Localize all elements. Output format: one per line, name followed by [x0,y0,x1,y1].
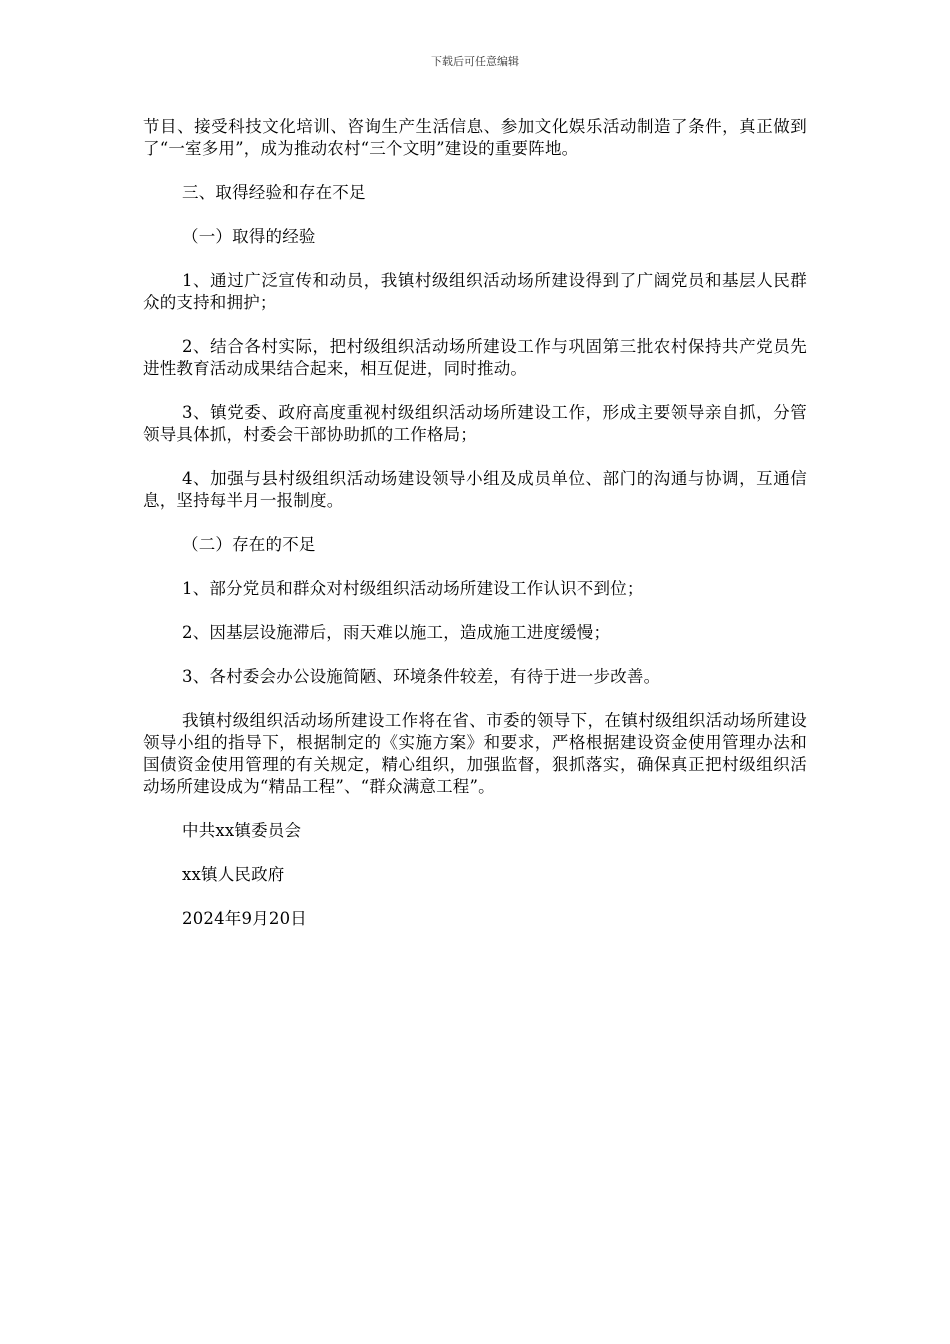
experience-item-3: 3、镇党委、政府高度重视村级组织活动场所建设工作，形成主要领导亲自抓，分管领导具体抓，村委会干部协助抓的工作格局； [143,403,807,444]
shortcoming-item-1: 1、部分党员和群众对村级组织活动场所建设工作认识不到位； [182,579,644,598]
subheading-shortcomings: （二）存在的不足 [182,535,316,554]
document-body [143,116,807,952]
shortcoming-item-2: 2、因基层设施滞后，雨天难以施工，造成施工进度缓慢； [182,623,611,642]
signature-date: 2024年9月20日 [182,909,307,928]
closing-paragraph: 我镇村级组织活动场所建设工作将在省、市委的领导下，在镇村级组织活动场所建设领导小组的指导下，根据制定的《实施方案》和要求，严格根据建设资金使用管理办法和国债资金使用管理的有关规定，精心组织，加强监督，狠抓落实，确保真正把村级组织活动场所建设成为“精品工程”、“群众满意工程”。 [143,711,807,796]
shortcoming-item-3: 3、各村委会办公设施简陋、环境条件较差，有待于进一步改善。 [182,667,661,686]
signature-org-government: xx镇人民政府 [182,865,285,884]
experience-item-1: 1、通过广泛宣传和动员，我镇村级组织活动场所建设得到了广阔党员和基层人民群众的支持和拥护； [143,271,807,312]
subheading-experience: （一）取得的经验 [182,227,316,246]
page-header-note: 下载后可任意编辑 [431,55,519,68]
paragraph-continuation: 节目、接受科技文化培训、咨询生产生活信息、参加文化娱乐活动制造了条件，真正做到了“一室多用”，成为推动农村“三个文明”建设的重要阵地。 [143,117,807,158]
section-heading-3: 三、取得经验和存在不足 [182,183,366,202]
experience-item-4: 4、加强与县村级组织活动场建设领导小组及成员单位、部门的沟通与协调，互通信息，坚持每半月一报制度。 [143,469,807,510]
signature-org-party: 中共xx镇委员会 [182,821,302,840]
experience-item-2: 2、结合各村实际，把村级组织活动场所建设工作与巩固第三批农村保持共产党员先进性教育活动成果结合起来，相互促进，同时推动。 [143,337,807,378]
